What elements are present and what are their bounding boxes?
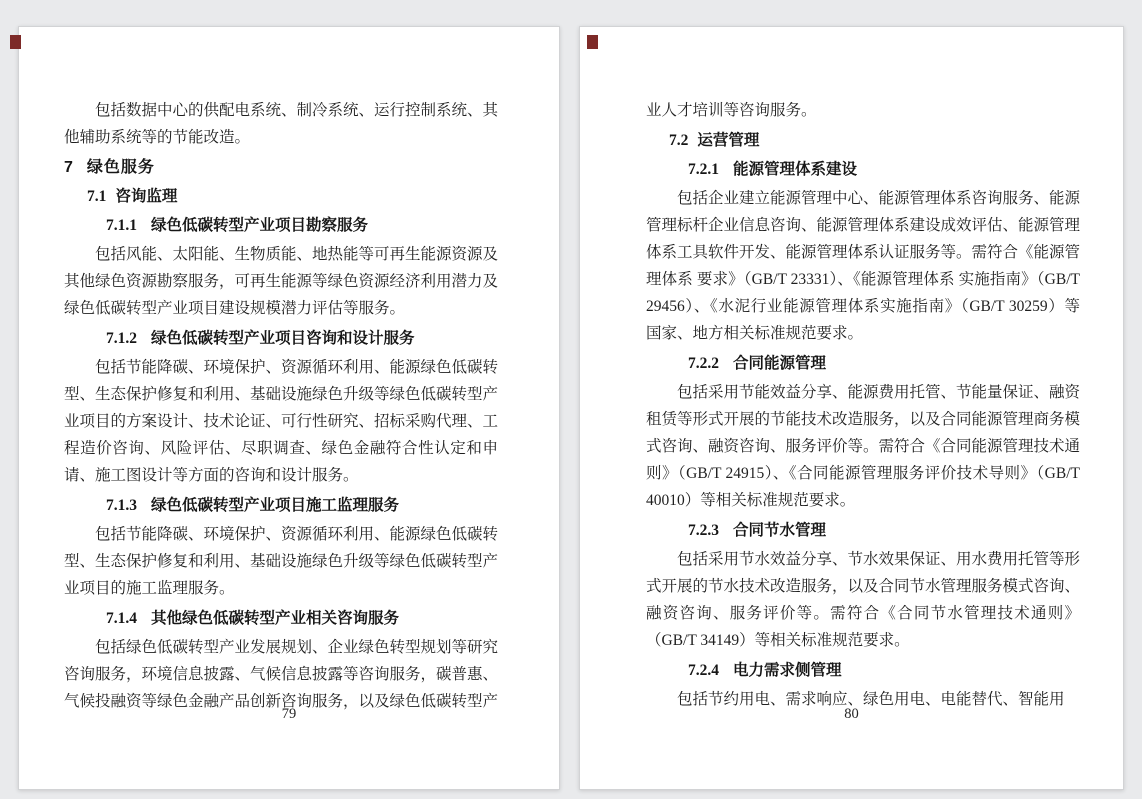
subsection-heading-7-2-1 [646, 156, 1080, 183]
page-number: 79 [281, 706, 297, 722]
heading-title: 咨询监理 [115, 188, 178, 205]
heading-number: 7.1.1 [106, 217, 137, 234]
subsection-heading-7-2-4 [646, 657, 1080, 684]
subsection-heading-7-1-4 [64, 605, 498, 632]
heading-number: 7.2.1 [688, 161, 719, 178]
paragraph: 包括绿色低碳转型产业发展规划、企业绿色转型规划等研究咨询服务，环境信息披露、气候信息披露等咨询服务，碳普惠、气候投融资等绿色金融产品创新咨询服务，以及绿色低碳转型产 [64, 639, 499, 710]
heading-number: 7.1.2 [106, 330, 137, 347]
page-content [64, 97, 498, 718]
subsection-heading-7-1 [64, 183, 498, 210]
heading-title: 运营管理 [697, 132, 760, 149]
heading-title: 绿色低碳转型产业项目勘察服务 [151, 217, 369, 234]
heading-number: 7.2.3 [688, 522, 719, 539]
heading-number: 7.2 [669, 132, 689, 149]
subsection-heading-7-2 [646, 127, 1080, 154]
subsection-heading-7-1-2 [64, 325, 498, 352]
heading-title: 电力需求侧管理 [733, 662, 842, 679]
subsection-heading-7-2-3 [646, 517, 1080, 544]
section-heading-7 [64, 154, 498, 181]
heading-number: 7.1.3 [106, 497, 137, 514]
heading-title: 合同能源管理 [733, 355, 827, 372]
paragraph-continued: 业人才培训等咨询服务。 [646, 102, 817, 119]
paragraph: 包括企业建立能源管理中心、能源管理体系咨询服务、能源管理标杆企业信息咨询、能源管理体系建设成效评估、能源管理体系工具软件开发、能源管理体系认证服务等。需符合《能源管理体系 要求》（GB/T 23331）、《能源管理体系 实施指南》（GB/T 29456）、《水泥行业能源管理体系实施指南》（GB/T 30259）等国家、地方相关标准规范要求。 [646, 190, 1081, 342]
subsection-heading-7-1-3 [64, 492, 498, 519]
heading-number: 7.2.4 [688, 662, 719, 679]
paragraph: 包括节能降碳、环境保护、资源循环利用、能源绿色低碳转型、生态保护修复和利用、基础设施绿色升级等绿色低碳转型产业项目的施工监理服务。 [64, 526, 499, 597]
subsection-heading-7-1-1 [64, 212, 498, 239]
subsection-heading-7-2-2 [646, 350, 1080, 377]
heading-number: 7.1.4 [106, 610, 137, 627]
document-page-right [579, 26, 1124, 790]
paragraph: 包括节约用电、需求响应、绿色用电、电能替代、智能用 [677, 691, 1065, 708]
paragraph: 包括风能、太阳能、生物质能、地热能等可再生能源资源及其他绿色资源勘察服务，可再生能源等绿色资源经济利用潜力及绿色低碳转型产业项目建设规模潜力评估等服务。 [64, 246, 499, 317]
document-page-left [18, 26, 560, 790]
page-number: 80 [844, 706, 859, 722]
red-corner-mark [587, 35, 598, 49]
heading-title: 能源管理体系建设 [733, 161, 858, 178]
heading-title: 绿色服务 [86, 159, 155, 176]
paragraph: 包括采用节能效益分享、能源费用托管、节能量保证、融资租赁等形式开展的节能技术改造服务，以及合同能源管理商务模式咨询、融资咨询、服务评价等。需符合《合同能源管理技术通则》（GB/T 24915）、《合同能源管理服务评价技术导则》（GB/T 40010）等相关标准规范要求。 [646, 384, 1081, 509]
red-corner-mark [10, 35, 21, 49]
heading-number: 7 [64, 159, 73, 176]
paragraph: 包括采用节水效益分享、节水效果保证、用水费用托管等形式开展的节水技术改造服务，以及合同节水管理服务模式咨询、融资咨询、服务评价等。需符合《合同节水管理技术通则》（GB/T 34149）等相关标准规范要求。 [646, 551, 1081, 649]
page-content [646, 97, 1080, 716]
heading-title: 绿色低碳转型产业项目施工监理服务 [151, 497, 400, 514]
paragraph: 包括数据中心的供配电系统、制冷系统、运行控制系统、其他辅助系统等的节能改造。 [64, 102, 499, 146]
paragraph: 包括节能降碳、环境保护、资源循环利用、能源绿色低碳转型、生态保护修复和利用、基础设施绿色升级等绿色低碳转型产业项目的方案设计、技术论证、可行性研究、招标采购代理、工程造价咨询、风险评估、尽职调查、绿色金融符合性认定和申请、施工图设计等方面的咨询和设计服务。 [64, 359, 499, 484]
heading-number: 7.2.2 [688, 355, 719, 372]
heading-title: 合同节水管理 [733, 522, 827, 539]
heading-title: 其他绿色低碳转型产业相关咨询服务 [151, 610, 400, 627]
heading-number: 7.1 [87, 188, 107, 205]
heading-title: 绿色低碳转型产业项目咨询和设计服务 [151, 330, 415, 347]
